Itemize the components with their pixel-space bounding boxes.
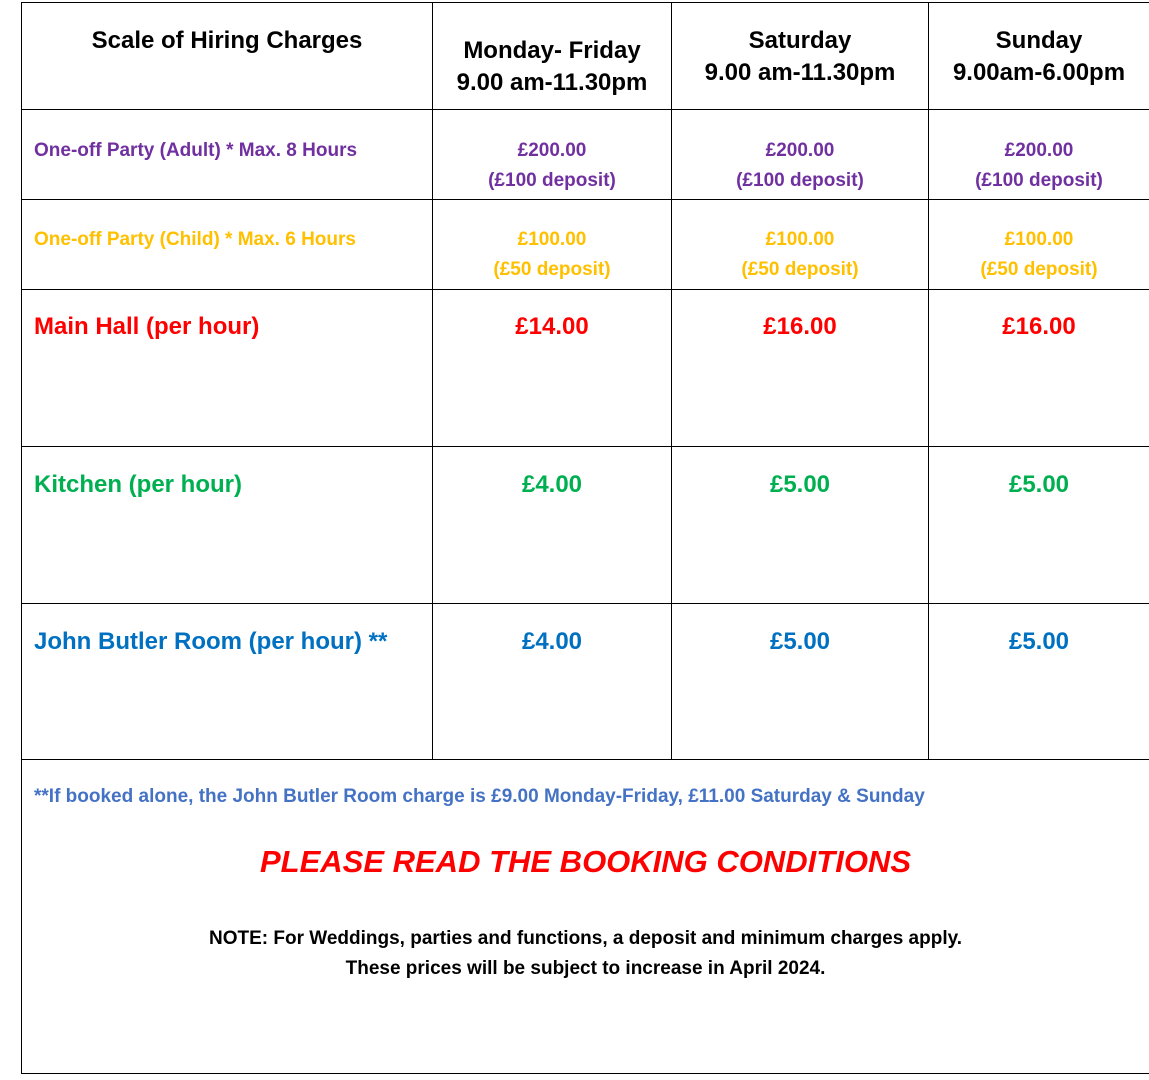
price-cell — [671, 200, 928, 289]
table-header-row — [22, 3, 1149, 110]
row-label: John Butler Room (per hour) ** — [34, 628, 388, 655]
price-amount: £4.00 — [521, 471, 583, 498]
row-label: One-off Party (Adult) * Max. 8 Hours — [34, 140, 358, 161]
price-cell — [928, 604, 1149, 759]
row-label: Main Hall (per hour) — [34, 313, 260, 340]
column-hours-label: 9.00am-6.00pm — [952, 59, 1126, 86]
price-cell — [432, 110, 671, 199]
price-amount: £4.00 — [521, 628, 583, 655]
pricing-note-line: These prices will be subject to increase in April 2024. — [345, 958, 826, 979]
price-amount: £5.00 — [1008, 471, 1070, 498]
row-label-cell — [22, 604, 432, 759]
table-row-john-butler-room — [22, 604, 1149, 760]
header-title-cell — [22, 3, 432, 109]
row-label-cell — [22, 200, 432, 289]
price-amount: £5.00 — [1008, 628, 1070, 655]
table-title: Scale of Hiring Charges — [91, 27, 363, 54]
price-cell — [671, 604, 928, 759]
price-amount: £100.00 — [1004, 229, 1074, 250]
price-cell — [432, 447, 671, 603]
row-label-cell — [22, 290, 432, 446]
price-cell — [928, 110, 1149, 199]
column-day-label: Monday- Friday — [463, 37, 641, 64]
pricing-note-line: NOTE: For Weddings, parties and functions, a deposit and minimum charges apply. — [208, 928, 963, 949]
price-deposit: (£50 deposit) — [741, 259, 859, 280]
price-deposit: (£100 deposit) — [736, 170, 864, 191]
row-label-cell — [22, 110, 432, 199]
header-monday-friday-cell — [432, 3, 671, 109]
john-butler-footnote: **If booked alone, the John Butler Room charge is £9.00 Monday-Friday, £11.00 Saturday & Sunday — [34, 786, 925, 807]
price-cell — [432, 604, 671, 759]
column-day-label: Saturday — [748, 27, 852, 54]
column-hours-label: 9.00 am-11.30pm — [456, 69, 648, 96]
price-cell — [928, 200, 1149, 289]
price-cell — [671, 290, 928, 446]
price-deposit: (£100 deposit) — [975, 170, 1103, 191]
row-label: One-off Party (Child) * Max. 6 Hours — [34, 229, 356, 250]
table-row-kitchen — [22, 447, 1149, 604]
price-cell — [928, 290, 1149, 446]
price-amount: £200.00 — [1004, 140, 1074, 161]
column-day-label: Sunday — [995, 27, 1083, 54]
price-amount: £200.00 — [765, 140, 835, 161]
footer-notes — [22, 760, 1149, 1073]
price-amount: £100.00 — [517, 229, 587, 250]
price-cell — [671, 110, 928, 199]
price-amount: £200.00 — [517, 140, 587, 161]
header-sunday-cell — [928, 3, 1149, 109]
price-cell — [432, 200, 671, 289]
price-deposit: (£100 deposit) — [488, 170, 616, 191]
price-cell — [432, 290, 671, 446]
table-row-adult-party — [22, 110, 1149, 200]
price-deposit: (£50 deposit) — [980, 259, 1098, 280]
booking-conditions-notice: PLEASE READ THE BOOKING CONDITIONS — [259, 844, 912, 879]
price-cell — [671, 447, 928, 603]
column-hours-label: 9.00 am-11.30pm — [704, 59, 896, 86]
price-cell — [928, 447, 1149, 603]
price-amount: £14.00 — [515, 313, 589, 340]
table-row-child-party — [22, 200, 1149, 290]
pricing-note — [22, 924, 1149, 984]
header-saturday-cell — [671, 3, 928, 109]
price-amount: £5.00 — [769, 471, 831, 498]
hiring-charges-table — [21, 2, 1149, 1074]
row-label: Kitchen (per hour) — [34, 471, 242, 498]
row-label-cell — [22, 447, 432, 603]
table-row-main-hall — [22, 290, 1149, 447]
price-amount: £16.00 — [763, 313, 837, 340]
price-amount: £5.00 — [769, 628, 831, 655]
price-amount: £100.00 — [765, 229, 835, 250]
price-deposit: (£50 deposit) — [493, 259, 611, 280]
price-amount: £16.00 — [1002, 313, 1076, 340]
